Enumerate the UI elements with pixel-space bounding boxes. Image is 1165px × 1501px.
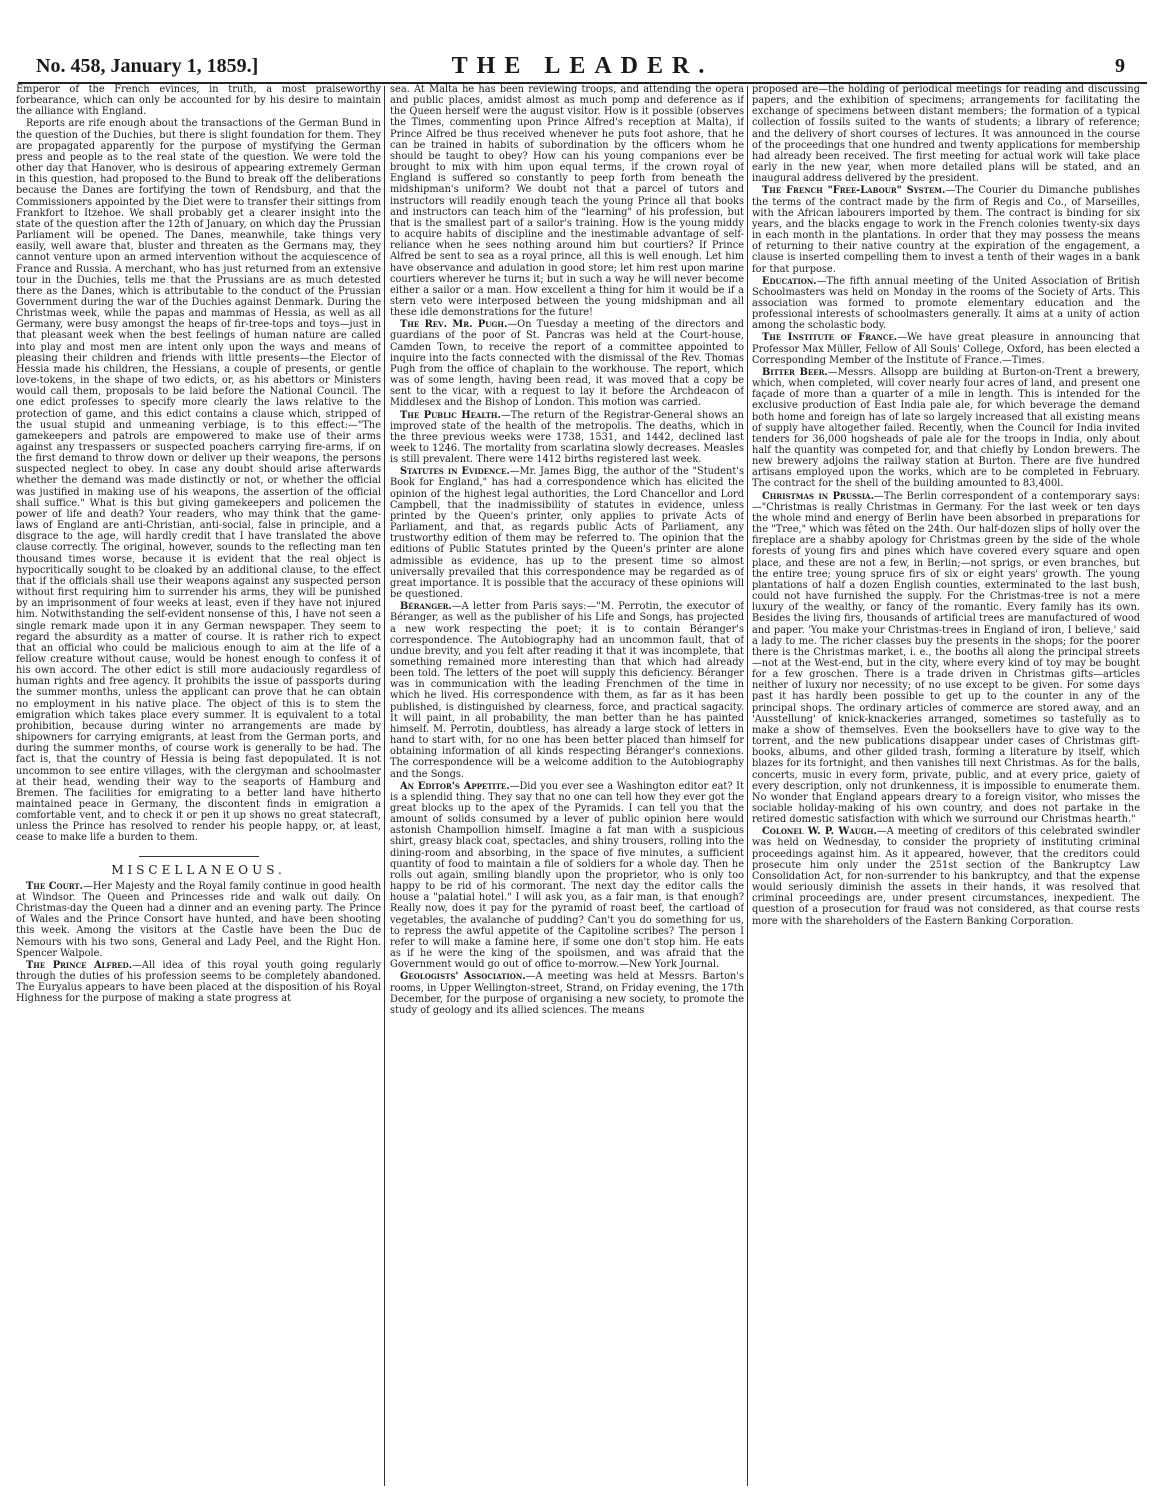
item-heading: The Rev. Mr. Pugh.	[400, 319, 508, 331]
column-divider	[747, 86, 748, 1486]
item-text: —The Berlin correspondent of a contemporary says:—"Christmas is really Christmas in Germany. For the last week or ten days the whole mind and energy of Berlin have been absorbed in preparations for the "Tree," which was fêted on the 24th. Our half-dozen slips of holly over the fireplace are a shabby apology for Christmas green by the side of the whole forests of young firs and pines which have covered every square and open place, and these are not a few, in Berlin;—not sprigs, or even branches, but the entire tree; young spruce firs of six or eight years' growth. The young plantations of half a dozen English counties, exterminated to the last bush, could not have furnished the supply. For the Christmas-tree is not a mere luxury of the wealthy, or fancy of the romantic. Every family has its own. Besides the living firs, thousands of artificial trees are manufactured of wood and paper. 'You make your Christmas-trees in England of iron, I believe,' said a lady to me. The richer classes buy the presents in the shops; for the poorer there is the Christmas market, i. e., the booths all along the principal streets—not at the West-end, but in the city, where every kind of toy may be bought for a few groschen. There is a trade driven in Christmas gifts—articles neither of luxury nor necessity; of no use except to be given. For some days past it has hardly been possible to get up to the counter in any of the principal shops. The ordinary articles of commerce are stored away, and an 'Ausstellung' of knick-knackeries arranged, sometimes so tastefully as to make a show of themselves. Even the booksellers have to give way to the torrent, and the new publications disappear under cases of Christmas gift-books, albums, and other gilded trash, forming a literature by itself, which blazes for its fortnight, and then vanishes till next Christmas. As for the balls, concerts, music in every form, private, public, and at every price, gaiety of every description, only not drunkenness, it is impossible to enumerate them. No wonder that England appears dreary to a foreign visitor, who misses the sociable holiday-making of his own country, and does not partake in the retired domestic satisfaction with which we surround our Christmas hearth."	[752, 490, 1140, 826]
item-heading: An Editor's Appetite.	[400, 780, 510, 792]
news-item	[390, 410, 744, 466]
item-text: —The fifth annual meeting of the United Association of British Schoolmasters was held on Monday in the rooms of the Society of Arts. This association was formed to promote elementary education and the professional interests of schoolmasters generally. It aims at a unity of action among the scholastic body.	[752, 275, 1140, 332]
item-text: —Her Majesty and the Royal family continue in good health at Windsor. The Queen and Princesses ride and walk out daily. On Christmas-day the Queen had a dinner and an evening party. The Prince of Wales and the Prince Consort have hunted, and have been shooting this week. Among the visitors at the Castle have been the Duc de Nemours with his two sons, General and Lady Peel, and the Right Hon. Spencer Walpole.	[16, 880, 381, 959]
item-heading: The Prince Alfred.	[26, 959, 133, 971]
column-3	[752, 84, 1140, 1494]
paragraph: proposed are—the holding of periodical meetings for reading and discussing papers, and the exhibition of specimens; arrangements for facilitating the exchange of specimens between distant members; the formation of a typical collection of fossils suited to the wants of students; a library of reference; and the delivery of short courses of lectures. It was announced in the course of the proceedings that one hundred and twenty applications for membership had already been received. The first meeting for actual work will take place early in the new year, when more detailed plans will be stated, and an inaugural address delivered by the president.	[752, 84, 1140, 185]
section-heading: MISCELLANEOUS.	[111, 862, 286, 877]
news-item	[390, 319, 744, 408]
section-divider	[139, 856, 259, 857]
paragraph: Emperor of the French evinces, in truth, a most praiseworthy forbearance, which can only be accounted for by his desire to maintain the alliance with England.	[16, 84, 381, 118]
news-item	[390, 466, 744, 600]
news-item	[752, 491, 1140, 826]
item-heading: Christmas in Prussia.	[762, 490, 875, 502]
item-text: —Did you ever see a Washington editor eat? It is a splendid thing. They say that no one can tell how they ever got the great blocks up to the apex of the Pyramids. I can tell you that the amount of solids consumed by a lever of public opinion here would astonish Champollion himself. Imagine a fat man with a suspicious shirt, greasy black coat, spectacles, and shiny trousers, rolling into the dining-room and absorbing, in the space of five minutes, a sufficient quantity of food to maintain a file of soldiers for a whole day. Then he rolls out again, smiling blandly upon the proprietor, who is only too happy to be rid of his cormorant. The next day the editor calls the house a "palatial hotel." I will ask you, as a fair man, is that enough? Really now, does it pay for the pyramid of roast beef, the cartload of vegetables, the avalanche of pudding? Can't you do something for us, to repress the awful appetite of the Capitoline scribes? The person I refer to will make a famine here, if some one don't stop him. He eats as if he were the king of the spoilsmen, and was afraid that the Government would go out of office to-morrow.—New York Journal.	[390, 780, 744, 971]
column-divider	[384, 86, 385, 1486]
item-text: —All idea of this royal youth going regularly through the duties of his profession seems to be completely abandoned. The Euryalus appears to have been placed at the disposition of his Royal Highness for the purpose of making a state progress at	[16, 959, 381, 1005]
item-heading: The Court.	[26, 880, 84, 892]
issue-line: No. 458, January 1, 1859.]	[36, 55, 259, 77]
news-item	[16, 881, 381, 959]
item-text: —A meeting was held at Messrs. Barton's rooms, in Upper Wellington-street, Strand, on Friday evening, the 17th December, for the purpose of organising a new society, to promote the study of geology and its allied sciences. The means	[390, 971, 744, 1016]
item-heading: Geologists' Association.	[400, 971, 526, 983]
news-item	[390, 971, 744, 1016]
news-item	[390, 781, 744, 971]
item-text: —We have great pleasure in announcing that Professor Max Müller, Fellow of All Souls' College, Oxford, has been elected a Corresponding Member of the Institute of France.—Times.	[752, 332, 1140, 366]
item-heading: Statutes in Evidence.	[400, 466, 510, 478]
item-heading: Colonel W. P. Waugh.	[762, 826, 877, 838]
news-item	[752, 332, 1140, 365]
masthead	[18, 53, 1147, 84]
item-heading: Béranger.	[400, 601, 452, 613]
item-text: —A letter from Paris says:—"M. Perrotin, the executor of Béranger, as well as the publisher of his Life and Songs, has projected a new work respecting the poet; it is to contain Béranger's correspondence. The Autobiography had an uncommon fault, that of undue brevity, and you felt after reading it that it was incomplete, that something remained more interesting than that which had already been told. The letters of the poet will supply this deficiency. Béranger was in communication with the leading Frenchmen of the time in which he lived. His correspondence with them, as far as it has been published, is distinguished by clearness, force, and practical sagacity. It will paint, in all probability, the man better than he has painted himself. M. Perrotin, doubtless, has already a large stock of letters in hand to start with, for no one has been better placed than himself for obtaining information of all kinds respecting Béranger's connexions. The correspondence will be a welcome addition to the Autobiography and the Songs.	[390, 601, 744, 780]
item-heading: The Institute of France.	[762, 332, 898, 344]
item-text: —Mr. James Bigg, the author of the "Student's Book for England," has had a correspondence which has elicited the opinion of the highest legal authorities, the Lord Chancellor and Lord Campbell, that the inadmissibility of statutes in evidence, unless printed by the Queen's printer, only applies to private Acts of Parliament, and that, as regards public Acts of Parliament, any trustworthy edition of them may be referred to. The opinion that the editions of Public Statutes printed by the Queen's printer are alone admissible as evidence, has up to the present time so almost universally prevailed that this correspondence may be regarded as of great importance. It is possible that the accuracy of these opinions will be questioned.	[390, 466, 744, 601]
news-item	[752, 276, 1140, 332]
item-text: —On Tuesday a meeting of the directors and guardians of the poor of St. Pancras was held at the Court-house, Camden Town, to receive the report of a committee appointed to inquire into the facts connected with the dismissal of the Rev. Thomas Pugh from the office of chaplain to the workhouse. The report, which was of some length, having been read, it was moved that a copy be sent to the vicar, with a request to lay it before the Archdeacon of Middlesex and the Bishop of London. This motion was carried.	[390, 319, 744, 409]
news-item	[752, 185, 1140, 274]
news-item	[752, 367, 1140, 490]
item-heading: The French "Free-Labour" System.	[762, 185, 946, 197]
news-item	[752, 826, 1140, 926]
news-item	[16, 960, 381, 1005]
item-text: —The return of the Registrar-General shows an improved state of the health of the metropolis. The deaths, which in the three previous weeks were 1738, 1531, and 1442, declined last week to 1246. The mortality from scarlatina slowly decreases. Measles is still prevalent. There were 1412 births registered last week.	[390, 409, 744, 466]
item-text: —Messrs. Allsopp are building at Burton-on-Trent a brewery, which, when completed, will cover nearly four acres of land, and present one façade of more than a quarter of a mile in length. This is intended for the exclusive production of East India pale ale, for which beverage the demand both home and foreign has of late so largely increased that all existing means of supply have altogether failed. Recently, when the Council for India invited tenders for 36,000 hogsheads of pale ale for the troops in India, only about half the quantity was competed for, and that chiefly by London brewers. The new brewery adjoins the railway station at Burton. There are five hundred artisans employed upon the works, which are to be completed in February. The contract for the shell of the building amounted to 83,400l.	[752, 366, 1140, 490]
news-item	[390, 601, 744, 780]
column-2	[390, 84, 744, 1494]
paragraph: sea. At Malta he has been reviewing troops, and attending the opera and public places, amidst almost as much pomp and deference as if the Queen herself were the august visitor. How is it possible (observes the Times, commenting upon Prince Alfred's reception at Malta), if Prince Alfred be thus received whenever he puts foot ashore, that he can be trained in habits of subordination by the officers whom he should be taught to obey? How can his young companions ever be brought to mix with him upon equal terms, if the crown royal of England is suffered so constantly to peep forth from beneath the midshipman's uniform? We doubt not that a parcel of tutors and instructors will readily enough teach the young Prince all that books and instructors can teach him of the "learning" of his profession, but that is the smallest part of a sailor's training. How is the young middy to acquire habits of discipline and the inestimable advantage of self-reliance when he sees nothing around him but courtiers? If Prince Alfred be sent to sea as a royal prince, all this is well enough. Let him have observance and adulation in good store; let him rest upon marine courtiers wherever he turns it; but in such a way he will never become either a sailor or a man. How excellent a thing for him it would be if a stern veto were interposed between the young midshipman and all these idle demonstrations for the future!	[390, 84, 744, 319]
newspaper-title: THE LEADER.	[451, 53, 714, 79]
item-heading: The Public Health.	[400, 409, 501, 421]
paragraph: Reports are rife enough about the transactions of the German Bund in the question of the Duchies, but there is slight foundation for them. They are propagated apparently for the purpose of mystifying the German press and people as to the real state of the question. We were told the other day that Hanover, who is desirous of appearing extremely German in this question, had proposed to the Bund to break off the deliberations because the Danes are fortifying the town of Rendsburg, and that the Commissioners appointed by the Diet were to transfer their sittings from Frankfort to Itzehoe. We shall probably get a clearer insight into the state of the question after the 12th of January, on which day the Prussian Parliament will be opened. The Danes, meanwhile, take things very easily, well aware that, bluster and threaten as the Germans may, they cannot venture upon an armed intervention without the acquiescence of France and Russia. A merchant, who has just returned from an extensive tour in the Duchies, tells me that the Prussians are as much detested there as the Danes, which is attributable to the conduct of the Prussian Government during the war of the Duchies against Denmark. During the Christmas week, while the papas and mammas of Hessia, as well as all Germany, were busy amongst the heaps of fir-tree-tops and toys—just in that pleasant week when the best feelings of human nature are called into play and most men are intent only upon the ways and means of pleasing their children and friends with little presents—the Elector of Hessia made his children, the Hessians, a couple of presents, or gentle love-tokens, in the shape of two edicts, or, as his abettors or Ministers would call them, proposals to be laid before the National Council. The one edict professes to specify more clearly the laws relative to the protection of game, and this edict contains a clause which, stripped of the usual stupid and unmeaning verbiage, is to this effect:—"The gamekeepers and patrols are empowered to make use of their arms against any trespassers or suspected poachers carrying fire-arms, if on the first demand to throw down or deliver up their weapons, the persons suspected neglect to obey. In case any doubt should arise afterwards whether the demand was made distinctly or not, or whether the official was justified in making use of his weapons, the assertion of the official shall suffice." What is this but giving gamekeepers and policemen the power of life and death? Your readers, who may think that the game-laws of England are anti-Christian, anti-social, false in principle, and a disgrace to the age, will hardly credit that I have translated the above clause correctly. The original, however, sounds to the reflecting man ten thousand times worse, because it is evident that the real object is hypocritically sought to be cloaked by an additional clause, to the effect that if the officials shall use their weapons against any suspected person without first requiring him to surrender his arms, they will be punished by an imprisonment of four weeks at least, even if they have not injured him. Notwithstanding the self-evident nonsense of this, I have not seen a single remark made upon it in any German newspaper. They seem to regard the absurdity as a matter of course. It is rather rich to expect that an official who could be malicious enough to aim at the life of a fellow creature without cause, would be honest enough to confess it of his own accord. The other edict is still more audaciously regardless of human rights and free agency. It prohibits the issue of passports during the summer months, unless the applicant can prove that he can obtain no employment in his native place. The object of this is to stem the emigration which takes place every summer. It is equivalent to a total prohibition, because during winter no arrangements are made by shipowners for carrying emigrants, at least from the German ports, and during the summer months, of course work is generally to be had. The fact is, that the country of Hessia is being fast depopulated. It is not uncommon to see entire villages, with the clergyman and schoolmaster at their head, wending their way to the seaports of Hamburg and Bremen. The facilities for emigrating to a better land have hitherto maintained peace in Germany, the discontent finds in emigration a comfortable vent, and to check it or pen it up shows no great statecraft, unless the Prince has resolved to render his people happy, or, at least, cease to make life a burden to them.	[16, 118, 381, 844]
column-1	[16, 84, 381, 1494]
item-heading: Bitter Beer.	[762, 366, 828, 378]
item-text: —The Courier du Dimanche publishes the terms of the contract made by the firm of Regis and Co., of Marseilles, with the African labourers imported by them. The contract is binding for six years, and the blacks engage to work in the French colonies twenty-six days in each month in the plantations. In order that they may possess the means of returning to their native country at the expiration of the engagement, a clause is inserted compelling them to invest a tenth of their wages in a bank for that purpose.	[752, 185, 1140, 275]
item-heading: Education.	[762, 275, 817, 287]
item-text: —A meeting of creditors of this celebrated swindler was held on Wednesday, to consider the propriety of instituting criminal proceedings against him. As it appeared, however, that the creditors could prosecute him only under the 251st section of the Bankruptcy Law Consolidation Act, for non-surrender to his bankruptcy, and that the expense would seriously diminish the assets in their hands, it was resolved that criminal proceedings are, under present circumstances, inexpedient. The question of a prosecution for fraud was not considered, as that course rests more with the shareholders of the Eastern Banking Corporation.	[752, 826, 1140, 927]
page-number: 9	[1115, 55, 1125, 77]
